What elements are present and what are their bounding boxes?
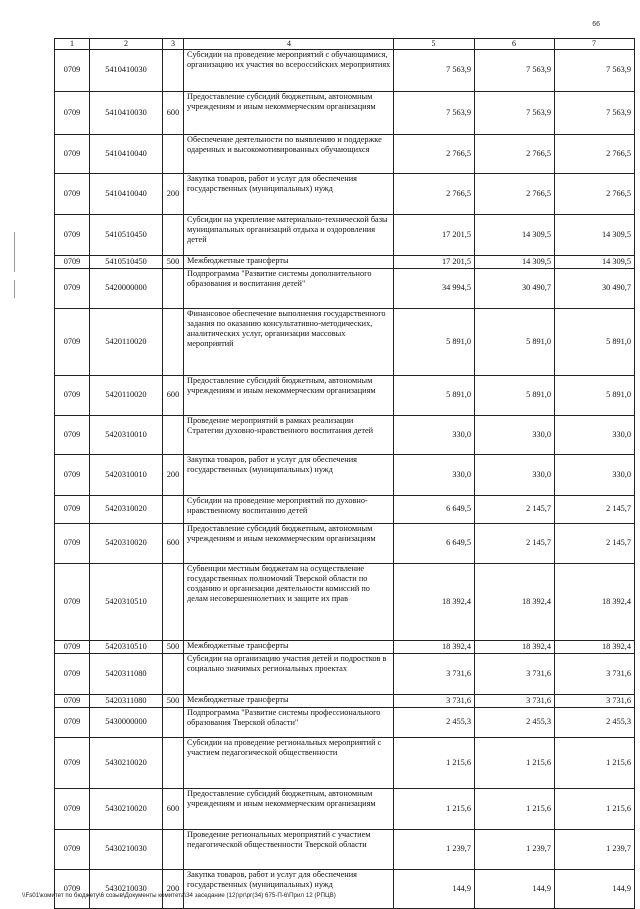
- cell-year-3: 18 392,4: [555, 564, 635, 641]
- cell-year-3: 14 309,5: [555, 256, 635, 269]
- cell-year-1: 6 649,5: [394, 524, 475, 564]
- cell-expense-type: 600: [163, 789, 184, 830]
- cell-year-3: 144,9: [555, 870, 635, 909]
- cell-target-article: 5420110020: [90, 376, 163, 416]
- footer-file-path: \\Fs01\комитет по бюджету\6 созыв\Документы комитета\34 заседание (12)\рг\рг(34) 675-П-6\Прил 12 (РПЦВ): [22, 892, 336, 899]
- cell-section: 0709: [55, 695, 90, 708]
- cell-name: Финансовое обеспечение выполнения государственного задания по оказанию консультативно-методических, аналитических услуг, организации массовых мероприятий: [184, 309, 394, 376]
- cell-name: Подпрограмма "Развитие системы профессионального образования Тверской области": [184, 708, 394, 738]
- cell-year-3: 3 731,6: [555, 654, 635, 695]
- cell-year-1: 18 392,4: [394, 564, 475, 641]
- cell-year-1: 3 731,6: [394, 654, 475, 695]
- cell-expense-type: [163, 215, 184, 256]
- cell-expense-type: 200: [163, 870, 184, 909]
- cell-year-2: 1 215,6: [475, 738, 555, 789]
- cell-section: 0709: [55, 376, 90, 416]
- table-row: [55, 870, 635, 909]
- cell-year-3: 2 766,5: [555, 174, 635, 215]
- table-row: [55, 269, 635, 309]
- cell-year-3: 7 563,9: [555, 92, 635, 135]
- cell-name: Субсидии на проведение мероприятий по духовно-нравственному воспитанию детей: [184, 496, 394, 524]
- cell-name: Предоставление субсидий бюджетным, автономным учреждениям и иным некоммерческим организациям: [184, 789, 394, 830]
- table-row: [55, 654, 635, 695]
- budget-table: [54, 38, 635, 909]
- cell-expense-type: 600: [163, 376, 184, 416]
- table-row: [55, 455, 635, 496]
- cell-name: Закупка товаров, работ и услуг для обеспечения государственных (муниципальных) нужд: [184, 174, 394, 215]
- cell-target-article: 5420000000: [90, 269, 163, 309]
- cell-expense-type: [163, 564, 184, 641]
- cell-target-article: 5410410040: [90, 135, 163, 174]
- cell-target-article: 5410410030: [90, 92, 163, 135]
- cell-year-3: 3 731,6: [555, 695, 635, 708]
- cell-section: 0709: [55, 641, 90, 654]
- cell-year-1: 7 563,9: [394, 50, 475, 92]
- cell-year-1: 330,0: [394, 455, 475, 496]
- cell-section: 0709: [55, 256, 90, 269]
- cell-year-2: 5 891,0: [475, 309, 555, 376]
- cell-year-1: 7 563,9: [394, 92, 475, 135]
- cell-year-3: 18 392,4: [555, 641, 635, 654]
- cell-section: 0709: [55, 92, 90, 135]
- cell-year-1: 144,9: [394, 870, 475, 909]
- cell-year-1: 17 201,5: [394, 256, 475, 269]
- cell-year-1: 2 766,5: [394, 174, 475, 215]
- header-row: [55, 39, 635, 50]
- cell-target-article: 5420311080: [90, 654, 163, 695]
- header-cell-target-article: 2: [90, 39, 163, 50]
- cell-name: Проведение мероприятий в рамках реализации Стратегии духовно-нравственного воспитания детей: [184, 416, 394, 455]
- cell-expense-type: [163, 830, 184, 870]
- cell-name: Субсидии на организацию участия детей и подростков в социально значимых региональных проектах: [184, 654, 394, 695]
- cell-year-1: 5 891,0: [394, 376, 475, 416]
- cell-name: Обеспечение деятельности по выявлению и поддержке одаренных и высокомотивированных обучающихся: [184, 135, 394, 174]
- cell-year-2: 2 455,3: [475, 708, 555, 738]
- cell-section: 0709: [55, 309, 90, 376]
- cell-year-3: 1 215,6: [555, 789, 635, 830]
- cell-name: Субвенции местным бюджетам на осуществление государственных полномочий Тверской области по созданию и организации деятельности комиссий по делам несовершеннолетних и защите их прав: [184, 564, 394, 641]
- cell-target-article: 5420310510: [90, 641, 163, 654]
- cell-year-1: 1 239,7: [394, 830, 475, 870]
- cell-section: 0709: [55, 50, 90, 92]
- cell-section: 0709: [55, 416, 90, 455]
- cell-expense-type: 500: [163, 256, 184, 269]
- cell-section: 0709: [55, 455, 90, 496]
- cell-section: 0709: [55, 174, 90, 215]
- cell-expense-type: [163, 496, 184, 524]
- cell-expense-type: [163, 416, 184, 455]
- cell-section: 0709: [55, 496, 90, 524]
- cell-expense-type: [163, 654, 184, 695]
- cell-year-2: 144,9: [475, 870, 555, 909]
- table-row: [55, 738, 635, 789]
- cell-year-1: 6 649,5: [394, 496, 475, 524]
- cell-target-article: 5430210030: [90, 870, 163, 909]
- cell-target-article: 5410410040: [90, 174, 163, 215]
- cell-section: 0709: [55, 524, 90, 564]
- cell-year-3: 7 563,9: [555, 50, 635, 92]
- table-row: [55, 416, 635, 455]
- page-number: 66: [592, 21, 600, 28]
- cell-year-3: 14 309,5: [555, 215, 635, 256]
- cell-section: 0709: [55, 654, 90, 695]
- cell-year-3: 2 145,7: [555, 496, 635, 524]
- cell-year-2: 2 145,7: [475, 524, 555, 564]
- cell-name: Проведение региональных мероприятий с участием педагогической общественности Тверской области: [184, 830, 394, 870]
- cell-year-2: 330,0: [475, 455, 555, 496]
- table-row: [55, 708, 635, 738]
- cell-target-article: 5420310510: [90, 564, 163, 641]
- cell-expense-type: [163, 708, 184, 738]
- cell-section: 0709: [55, 135, 90, 174]
- header-cell-section: 1: [55, 39, 90, 50]
- cell-expense-type: 600: [163, 524, 184, 564]
- cell-year-1: 1 215,6: [394, 789, 475, 830]
- table-row: [55, 641, 635, 654]
- cell-name: Предоставление субсидий бюджетным, автономным учреждениям и иным некоммерческим организациям: [184, 376, 394, 416]
- cell-year-2: 2 145,7: [475, 496, 555, 524]
- table-row: [55, 92, 635, 135]
- header-cell-year-3: 7: [555, 39, 635, 50]
- cell-expense-type: 500: [163, 641, 184, 654]
- cell-year-3: 5 891,0: [555, 376, 635, 416]
- table-row: [55, 695, 635, 708]
- cell-year-2: 14 309,5: [475, 215, 555, 256]
- table-row: [55, 524, 635, 564]
- cell-name: Межбюджетные трансферты: [184, 641, 394, 654]
- cell-year-2: 1 215,6: [475, 789, 555, 830]
- cell-expense-type: 500: [163, 695, 184, 708]
- cell-target-article: 5420311080: [90, 695, 163, 708]
- table-row: [55, 256, 635, 269]
- cell-year-3: 2 145,7: [555, 524, 635, 564]
- cell-target-article: 5420310010: [90, 416, 163, 455]
- cell-year-2: 18 392,4: [475, 641, 555, 654]
- cell-year-1: 1 215,6: [394, 738, 475, 789]
- cell-year-2: 3 731,6: [475, 654, 555, 695]
- table-row: [55, 309, 635, 376]
- cell-year-1: 2 766,5: [394, 135, 475, 174]
- header-cell-year-2: 6: [475, 39, 555, 50]
- cell-expense-type: [163, 135, 184, 174]
- header-cell-year-1: 5: [394, 39, 475, 50]
- table-row: [55, 50, 635, 92]
- cell-year-3: 5 891,0: [555, 309, 635, 376]
- cell-name: Межбюджетные трансферты: [184, 256, 394, 269]
- table-row: [55, 215, 635, 256]
- cell-year-3: 330,0: [555, 455, 635, 496]
- cell-year-1: 330,0: [394, 416, 475, 455]
- header-cell-expense-type: 3: [163, 39, 184, 50]
- cell-target-article: 5420310010: [90, 455, 163, 496]
- cell-year-2: 330,0: [475, 416, 555, 455]
- cell-name: Субсидии на проведение региональных мероприятий с участием педагогической общественности: [184, 738, 394, 789]
- cell-name: Закупка товаров, работ и услуг для обеспечения государственных (муниципальных) нужд: [184, 455, 394, 496]
- cell-expense-type: 200: [163, 174, 184, 215]
- cell-expense-type: 200: [163, 455, 184, 496]
- cell-year-2: 30 490,7: [475, 269, 555, 309]
- cell-target-article: 5430000000: [90, 708, 163, 738]
- cell-name: Предоставление субсидий бюджетным, автономным учреждениям и иным некоммерческим организациям: [184, 524, 394, 564]
- cell-year-3: 2 455,3: [555, 708, 635, 738]
- table-row: [55, 174, 635, 215]
- cell-expense-type: [163, 738, 184, 789]
- cell-target-article: 5420310020: [90, 524, 163, 564]
- cell-year-2: 3 731,6: [475, 695, 555, 708]
- table-row: [55, 376, 635, 416]
- cell-year-2: 7 563,9: [475, 92, 555, 135]
- cell-expense-type: [163, 309, 184, 376]
- cell-year-2: 5 891,0: [475, 376, 555, 416]
- cell-year-3: 2 766,5: [555, 135, 635, 174]
- cell-target-article: 5430210030: [90, 830, 163, 870]
- header-cell-name: 4: [184, 39, 394, 50]
- cell-year-3: 30 490,7: [555, 269, 635, 309]
- cell-name: Закупка товаров, работ и услуг для обеспечения государственных (муниципальных) нужд: [184, 870, 394, 909]
- cell-target-article: 5430210020: [90, 738, 163, 789]
- table-row: [55, 789, 635, 830]
- cell-target-article: 5420110020: [90, 309, 163, 376]
- table-row: [55, 135, 635, 174]
- table-row: [55, 830, 635, 870]
- cell-year-1: 17 201,5: [394, 215, 475, 256]
- cell-section: 0709: [55, 215, 90, 256]
- left-margin-mark: [14, 232, 15, 272]
- cell-year-2: 14 309,5: [475, 256, 555, 269]
- cell-section: 0709: [55, 789, 90, 830]
- cell-section: 0709: [55, 708, 90, 738]
- cell-section: 0709: [55, 830, 90, 870]
- left-margin-mark-lower: [14, 280, 15, 298]
- cell-section: 0709: [55, 269, 90, 309]
- cell-year-3: 330,0: [555, 416, 635, 455]
- cell-name: Субсидии на проведение мероприятий с обучающимися, организацию их участия во всероссийских мероприятиях: [184, 50, 394, 92]
- cell-name: Субсидии на укрепление материально-технической базы муниципальных организаций отдыха и оздоровления детей: [184, 215, 394, 256]
- cell-year-2: 2 766,5: [475, 135, 555, 174]
- cell-target-article: 5410410030: [90, 50, 163, 92]
- cell-year-2: 1 239,7: [475, 830, 555, 870]
- cell-year-1: 3 731,6: [394, 695, 475, 708]
- cell-section: 0709: [55, 870, 90, 909]
- cell-name: Межбюджетные трансферты: [184, 695, 394, 708]
- cell-name: Предоставление субсидий бюджетным, автономным учреждениям и иным некоммерческим организациям: [184, 92, 394, 135]
- cell-year-1: 34 994,5: [394, 269, 475, 309]
- cell-target-article: 5420310020: [90, 496, 163, 524]
- cell-year-1: 2 455,3: [394, 708, 475, 738]
- cell-year-2: 2 766,5: [475, 174, 555, 215]
- cell-target-article: 5430210020: [90, 789, 163, 830]
- cell-year-2: 18 392,4: [475, 564, 555, 641]
- cell-target-article: 5410510450: [90, 215, 163, 256]
- cell-name: Подпрограмма "Развитие системы дополнительного образования и воспитания детей": [184, 269, 394, 309]
- cell-section: 0709: [55, 564, 90, 641]
- cell-expense-type: [163, 50, 184, 92]
- cell-expense-type: [163, 269, 184, 309]
- cell-year-1: 18 392,4: [394, 641, 475, 654]
- table-row: [55, 564, 635, 641]
- cell-year-3: 1 215,6: [555, 738, 635, 789]
- table-row: [55, 496, 635, 524]
- cell-target-article: 5410510450: [90, 256, 163, 269]
- cell-section: 0709: [55, 738, 90, 789]
- cell-year-1: 5 891,0: [394, 309, 475, 376]
- cell-year-2: 7 563,9: [475, 50, 555, 92]
- cell-year-3: 1 239,7: [555, 830, 635, 870]
- cell-expense-type: 600: [163, 92, 184, 135]
